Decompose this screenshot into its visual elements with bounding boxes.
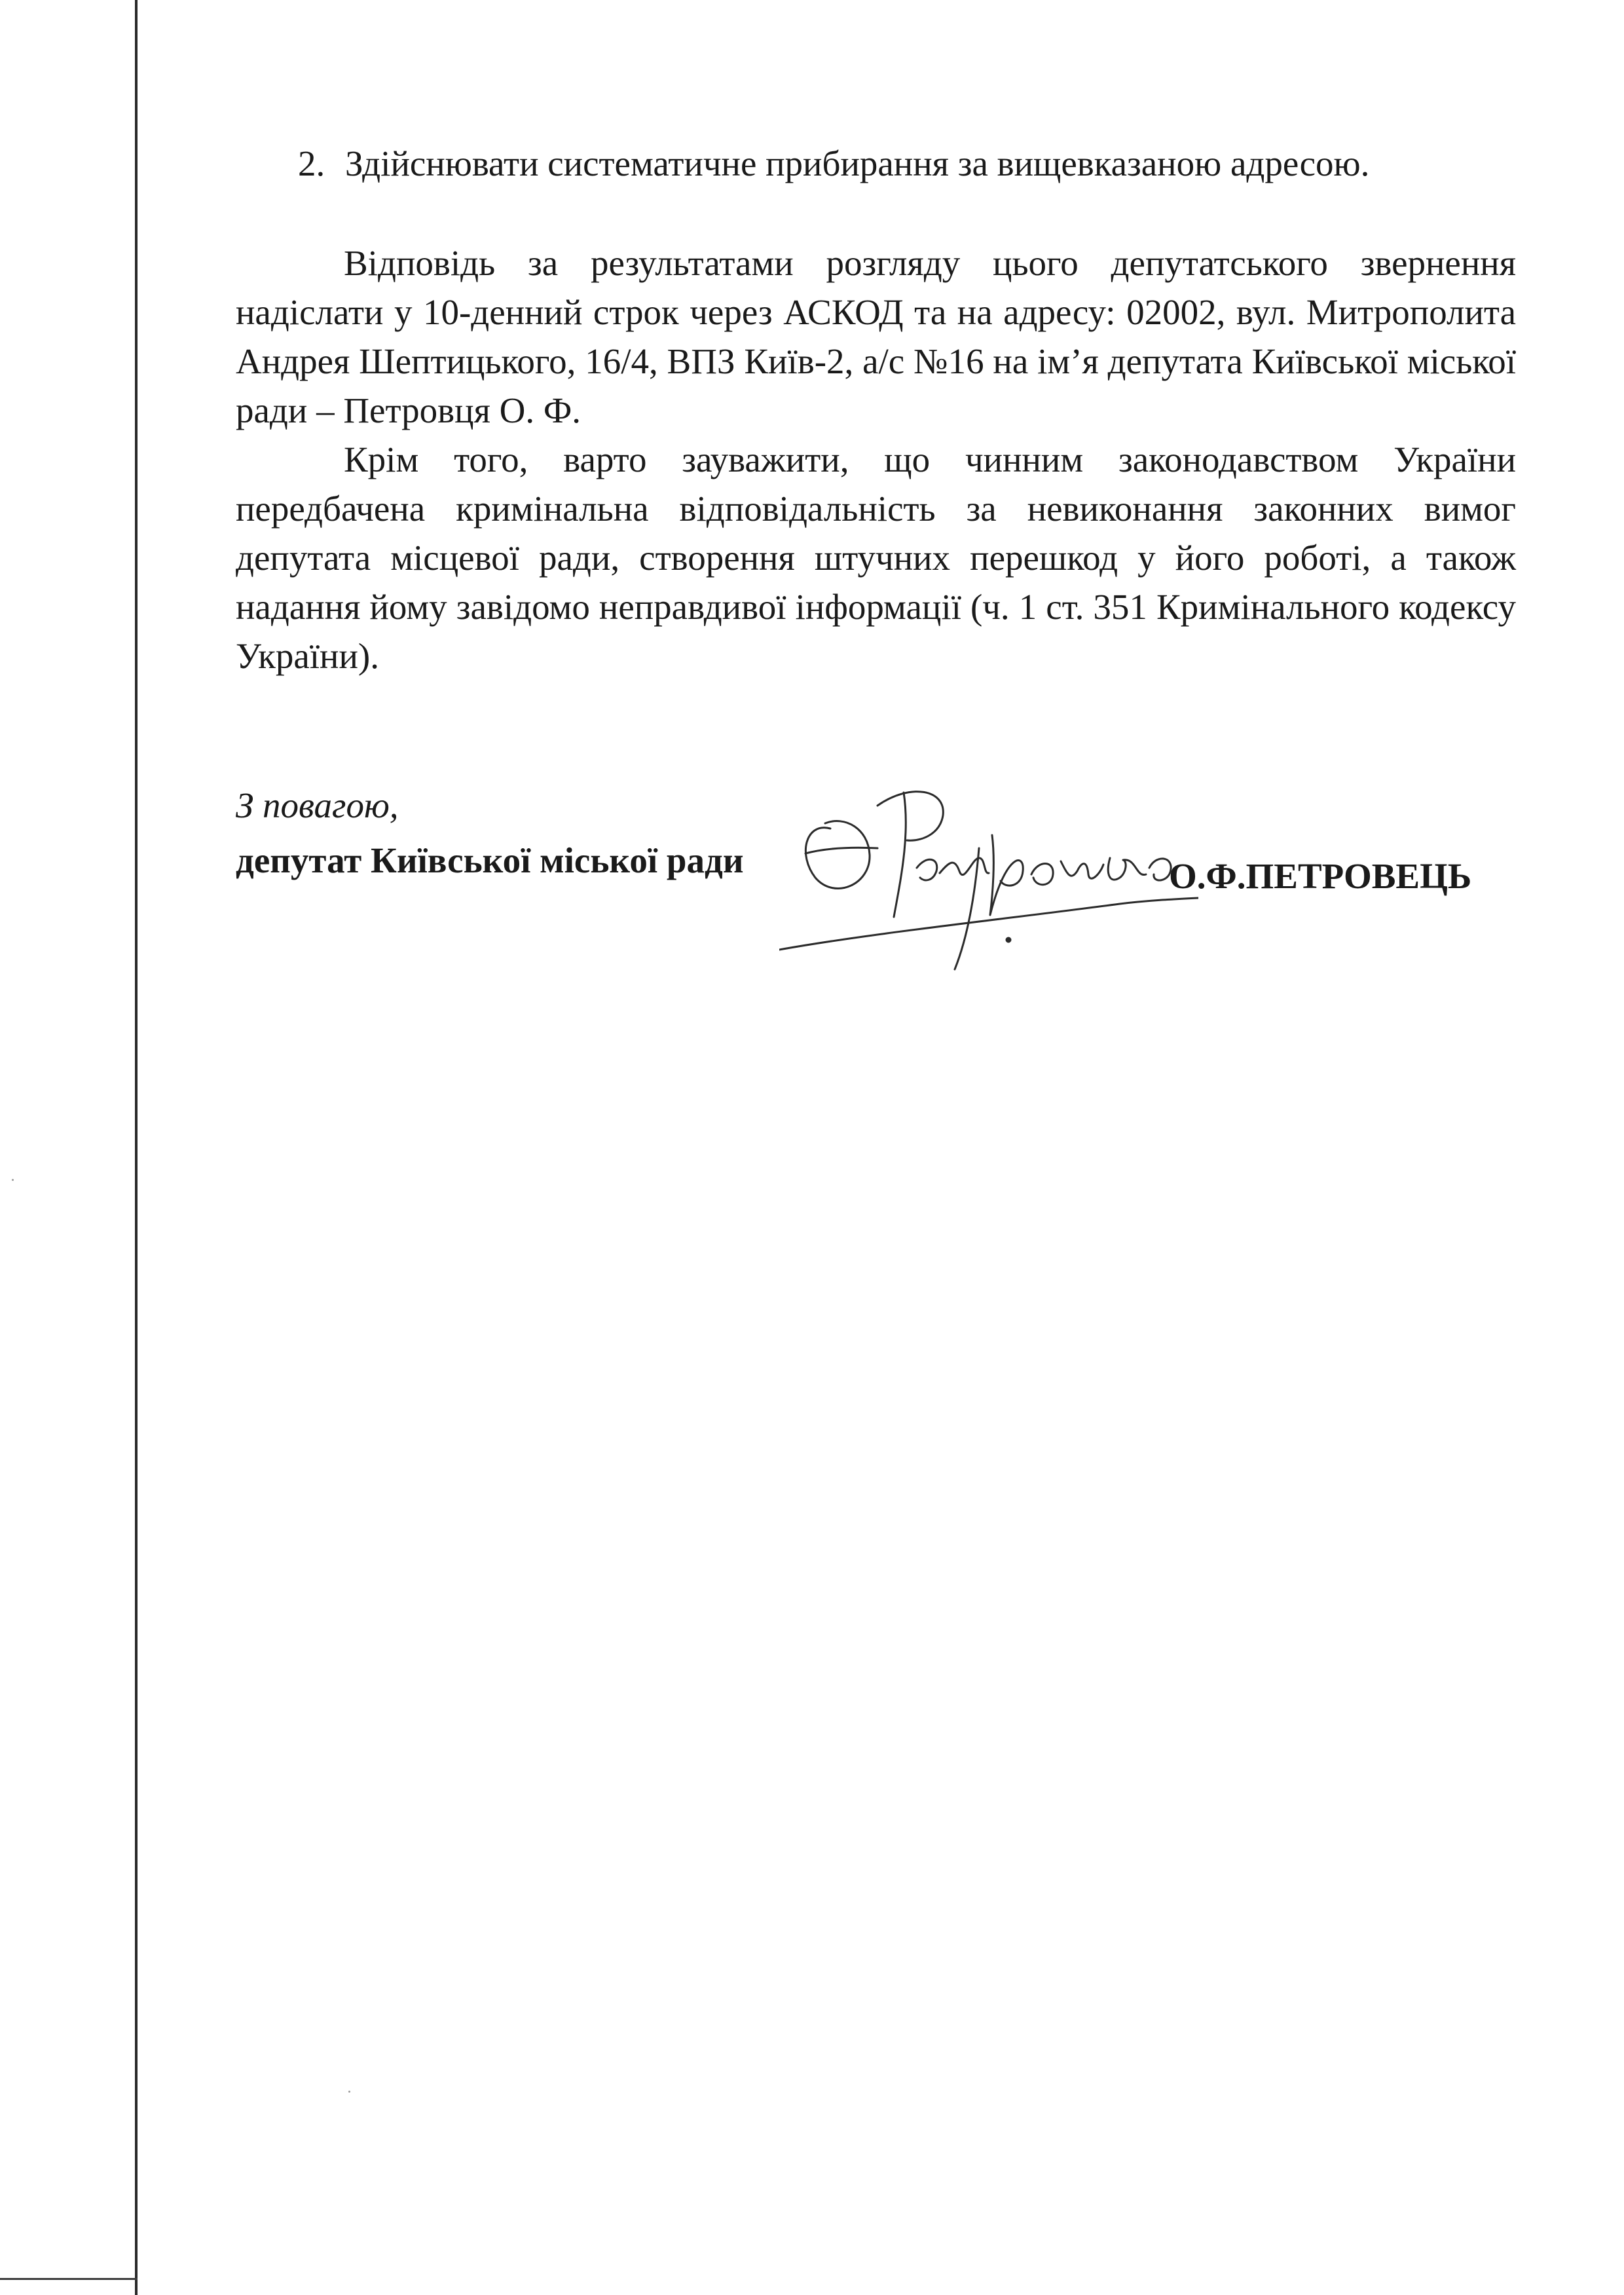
document-body (236, 139, 1516, 681)
page-bottom-rule (0, 2278, 138, 2280)
signer-name: О.Ф.ПЕТРОВЕЦЬ (1169, 856, 1472, 896)
signature-block (236, 783, 1519, 979)
list-item (236, 139, 1516, 188)
signer-position: депутат Київської міської ради (236, 840, 744, 880)
handwritten-signature (779, 743, 1198, 979)
response-instructions-paragraph: Відповідь за результатами розгляду цього депутатського звернення надіслати у 10-денний строк через АСКОД та на адресу: 02002, вул. Митрополита Андрея Шептицького, 16/4, ВПЗ Київ-2, а/с №16 на ім’я депутата Київської міської ради – Петровця О. Ф. (236, 243, 1516, 430)
closing-greeting: З повагою, (236, 785, 399, 825)
list-item-number: 2. (298, 143, 325, 183)
page-edge-rule (135, 0, 138, 2295)
list-item-text: Здійснювати систематичне прибирання за вищевказаною адресою. (345, 143, 1370, 183)
legal-liability-paragraph: Крім того, варто зауважити, що чинним законодавством України передбачена кримінальна відповідальність за невиконання законних вимог депутата місцевої ради, створення штучних перешкод у його роботі, а також надання йому завідомо неправдивої інформації (ч. 1 ст. 351 Кримінального кодексу України). (236, 439, 1516, 676)
scan-speck (12, 1179, 14, 1181)
scan-speck (348, 2091, 350, 2093)
